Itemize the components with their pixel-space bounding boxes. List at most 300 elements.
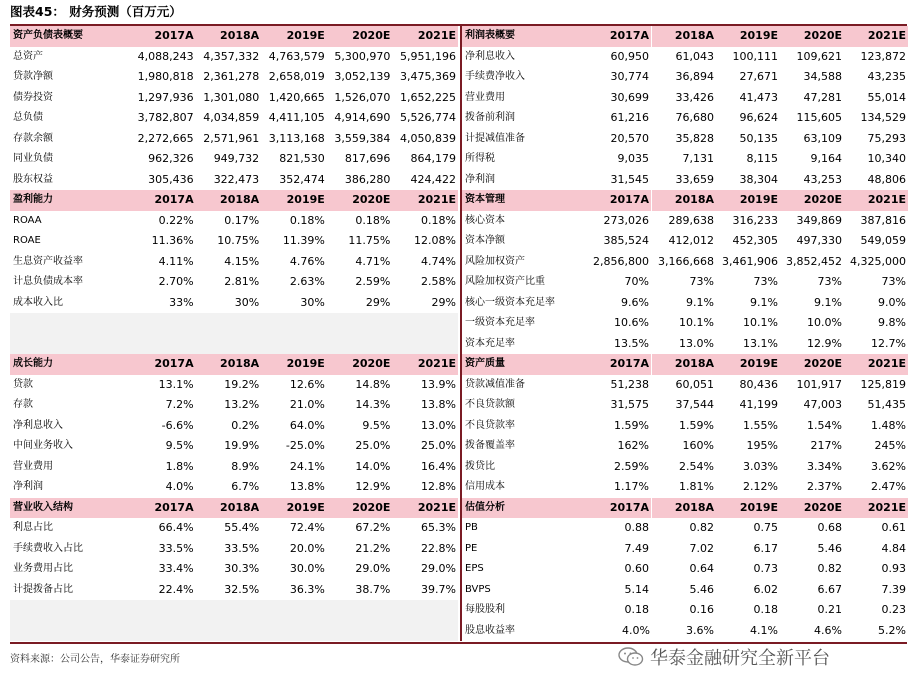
cell-value: 3.03%: [743, 459, 778, 473]
cell-value: [196, 334, 262, 355]
cell-value: 6.67: [817, 582, 842, 596]
table-row: [10, 170, 458, 191]
cell-value: 0.61: [881, 521, 906, 535]
cell-value: 162%: [617, 439, 649, 453]
cell-value: 2017A: [130, 190, 196, 211]
row-label: 贷款: [13, 378, 33, 390]
cell-value: 14.0%: [355, 459, 391, 473]
cell-value: 134,529: [860, 111, 906, 125]
cell-value: 3,852,452: [786, 254, 842, 268]
cell-value: 3,475,369: [400, 70, 456, 84]
table-row: [10, 375, 458, 396]
cell-value: 66.4%: [158, 521, 194, 535]
watermark: [618, 644, 830, 674]
cell-value: 3,559,384: [334, 131, 391, 145]
cell-value: 60,950: [610, 49, 649, 63]
cell-value: 109,621: [796, 49, 842, 63]
row-label: 同业负债: [13, 153, 53, 165]
cell-value: 96,624: [739, 111, 778, 125]
cell-value: 1.48%: [871, 418, 906, 432]
cell-value: 549,059: [860, 234, 906, 248]
cell-value: 12.9%: [807, 336, 842, 350]
cell-value: 8.9%: [231, 459, 260, 473]
cell-value: 33,426: [675, 90, 714, 104]
table-row: [10, 539, 458, 560]
table-row: [10, 477, 458, 498]
table-row: [10, 395, 458, 416]
cell-value: 29.0%: [421, 562, 456, 576]
cell-value: [196, 600, 262, 621]
cell-value: 25.0%: [421, 439, 456, 453]
cell-value: 0.18%: [289, 213, 325, 227]
cell-value: 7.02: [689, 541, 714, 555]
row-label: 一级资本充足率: [465, 317, 535, 329]
cell-value: 195%: [746, 439, 778, 453]
cell-value: 29%: [431, 295, 456, 309]
row-label: 估值分析: [461, 498, 588, 519]
cell-value: 2,856,800: [593, 254, 649, 268]
cell-value: 2.59%: [614, 459, 649, 473]
cell-value: 2019E: [716, 354, 780, 375]
cell-value: 51,238: [610, 377, 649, 391]
row-label: [10, 313, 130, 334]
section-header-row: [461, 190, 908, 211]
cell-value: 2021E: [392, 26, 458, 47]
cell-value: 9,164: [810, 152, 842, 166]
table-row: [10, 129, 458, 150]
cell-value: 4,325,000: [850, 254, 906, 268]
cell-value: 6.02: [753, 582, 778, 596]
wechat-icon: [618, 647, 644, 667]
cell-value: 2018A: [652, 354, 716, 375]
cell-value: 11.39%: [282, 234, 325, 248]
row-label: 债券投资: [13, 91, 53, 103]
row-label: 手续费收入占比: [13, 542, 83, 554]
cell-value: 55.4%: [224, 521, 260, 535]
cell-value: 3.6%: [686, 623, 714, 637]
cell-value: 30,774: [610, 70, 649, 84]
table-row: [461, 252, 908, 273]
row-label: [10, 600, 130, 621]
section-header-row: [10, 354, 458, 375]
cell-value: 5.14: [624, 582, 649, 596]
cell-value: 352,474: [279, 172, 325, 186]
cell-value: 14.8%: [355, 377, 391, 391]
cell-value: 115,605: [796, 111, 842, 125]
row-label: 核心一级资本充足率: [465, 296, 555, 308]
cell-value: 1,301,080: [203, 90, 260, 104]
cell-value: 34,588: [803, 70, 842, 84]
cell-value: 2017A: [130, 354, 196, 375]
cell-value: 273,026: [603, 213, 649, 227]
cell-value: 9,035: [617, 152, 649, 166]
cell-value: 13.0%: [421, 418, 456, 432]
cell-value: 38.7%: [355, 582, 391, 596]
cell-value: [327, 600, 393, 621]
section-header-row: [10, 26, 458, 47]
cell-value: 12.08%: [414, 234, 456, 248]
row-label: 资本充足率: [465, 337, 515, 349]
row-label: 贷款净额: [13, 71, 53, 83]
cell-value: 1.55%: [743, 418, 778, 432]
cell-value: 2018A: [196, 498, 262, 519]
table-row: [461, 457, 908, 478]
row-label: 每股股利: [465, 604, 505, 616]
cell-value: 1,420,665: [268, 90, 325, 104]
cell-value: 0.68: [817, 521, 842, 535]
cell-value: 387,816: [860, 213, 906, 227]
cell-value: 21.2%: [355, 541, 391, 555]
table-row: [10, 518, 458, 539]
cell-value: 3,461,906: [722, 254, 778, 268]
table-row: [461, 580, 908, 601]
cell-value: [130, 313, 196, 334]
cell-value: 20.0%: [289, 541, 325, 555]
cell-value: 2021E: [392, 190, 458, 211]
table-row: [461, 211, 908, 232]
cell-value: 1,980,818: [137, 70, 194, 84]
cell-value: 5,526,774: [400, 111, 456, 125]
cell-value: 289,638: [668, 213, 714, 227]
cell-value: [327, 313, 393, 334]
cell-value: 63,109: [803, 131, 842, 145]
row-label: 营业费用: [465, 91, 505, 103]
cell-value: 9.5%: [362, 418, 391, 432]
row-label: 存款: [13, 399, 33, 411]
cell-value: 2021E: [392, 498, 458, 519]
section-header-row: [461, 26, 908, 47]
cell-value: 4,034,859: [203, 111, 260, 125]
cell-value: 1.59%: [614, 418, 649, 432]
cell-value: 32.5%: [224, 582, 260, 596]
cell-value: 349,869: [796, 213, 842, 227]
cell-value: 949,732: [213, 152, 260, 166]
cell-value: 1,297,936: [137, 90, 194, 104]
cell-value: 4,914,690: [334, 111, 391, 125]
cell-value: 2021E: [844, 190, 908, 211]
row-label: 计息负债成本率: [13, 276, 83, 288]
watermark-text: 华泰金融研究全新平台: [650, 648, 830, 669]
table-row: [10, 108, 458, 129]
cell-value: [130, 600, 196, 621]
cell-value: 2018A: [652, 190, 716, 211]
cell-value: 43,235: [867, 70, 906, 84]
cell-value: 2020E: [327, 26, 393, 47]
cell-value: 6.7%: [231, 480, 260, 494]
cell-value: 962,326: [148, 152, 194, 166]
cell-value: [130, 621, 196, 642]
section-header-row: [461, 354, 908, 375]
table-row: [461, 67, 908, 88]
cell-value: 7.2%: [165, 398, 194, 412]
cell-value: 30%: [234, 295, 260, 309]
cell-value: 29.0%: [355, 562, 391, 576]
row-label: 拨备前利润: [465, 112, 515, 124]
cell-value: 497,330: [796, 234, 842, 248]
left-table: [10, 26, 458, 641]
row-label: 总资产: [13, 50, 43, 62]
cell-value: 3,052,139: [334, 70, 391, 84]
cell-value: 3,782,807: [137, 111, 194, 125]
cell-value: 43,253: [803, 172, 842, 186]
cell-value: 386,280: [344, 172, 391, 186]
table-row: [461, 334, 908, 355]
cell-value: 19.9%: [224, 439, 260, 453]
cell-value: 412,012: [668, 234, 714, 248]
cell-value: 13.5%: [614, 336, 649, 350]
row-label: 不良贷款额: [465, 399, 515, 411]
table-row: [461, 108, 908, 129]
cell-value: 0.2%: [231, 418, 260, 432]
cell-value: 4.15%: [224, 254, 260, 268]
cell-value: 22.8%: [421, 541, 456, 555]
cell-value: 4,088,243: [137, 49, 194, 63]
cell-value: 0.73: [753, 562, 778, 576]
cell-value: 0.82: [817, 562, 842, 576]
row-label: 资产质量: [461, 354, 588, 375]
cell-value: 13.0%: [679, 336, 714, 350]
cell-value: [196, 621, 262, 642]
cell-value: 2019E: [261, 354, 327, 375]
row-label: 资本净额: [465, 235, 505, 247]
cell-value: 1.59%: [679, 418, 714, 432]
cell-value: 0.18%: [421, 213, 456, 227]
cell-value: 5.2%: [878, 623, 906, 637]
cell-value: 0.23: [881, 603, 906, 617]
cell-value: 1,652,225: [400, 90, 456, 104]
cell-value: 2021E: [844, 498, 908, 519]
cell-value: 33.5%: [224, 541, 260, 555]
row-label: 资本管理: [461, 190, 588, 211]
cell-value: 9.1%: [814, 295, 842, 309]
cell-value: 0.75: [753, 521, 778, 535]
row-label: 信用成本: [465, 481, 505, 493]
row-label: 成本收入比: [13, 296, 63, 308]
cell-value: 2018A: [196, 354, 262, 375]
cell-value: 7.49: [624, 541, 649, 555]
cell-value: 2.37%: [807, 480, 842, 494]
cell-value: 75,293: [867, 131, 906, 145]
cell-value: 33.5%: [158, 541, 194, 555]
table-row: [461, 231, 908, 252]
cell-value: 4,411,105: [268, 111, 325, 125]
cell-value: 101,917: [796, 377, 842, 391]
page-title: 图表45： 财务预测（百万元）: [10, 4, 182, 19]
table-row: [10, 47, 458, 68]
cell-value: 12.6%: [289, 377, 325, 391]
cell-value: 1,526,070: [334, 90, 391, 104]
cell-value: 9.5%: [165, 439, 194, 453]
cell-value: 4.1%: [750, 623, 778, 637]
cell-value: 64.0%: [289, 418, 325, 432]
cell-value: 2020E: [780, 354, 844, 375]
cell-value: [130, 334, 196, 355]
table-row: [461, 539, 908, 560]
cell-value: 10.75%: [217, 234, 260, 248]
cell-value: 2.63%: [289, 275, 325, 289]
table-row: [10, 149, 458, 170]
cell-value: 0.18: [624, 603, 649, 617]
cell-value: 7,131: [682, 152, 714, 166]
table-row: [461, 129, 908, 150]
cell-value: 30.0%: [289, 562, 325, 576]
cell-value: 72.4%: [289, 521, 325, 535]
cell-value: 22.4%: [158, 582, 194, 596]
cell-value: 1.17%: [614, 480, 649, 494]
cell-value: 316,233: [732, 213, 778, 227]
cell-value: 4,050,839: [400, 131, 456, 145]
cell-value: [327, 334, 393, 355]
cell-value: 2021E: [844, 26, 908, 47]
row-label: 业务费用占比: [13, 563, 73, 575]
cell-value: 10.1%: [743, 316, 778, 330]
cell-value: 2.70%: [158, 275, 194, 289]
cell-value: 25.0%: [355, 439, 391, 453]
table-row: [461, 621, 908, 642]
row-label: 贷款减值准备: [465, 378, 525, 390]
row-label: 计提拨备占比: [13, 583, 73, 595]
cell-value: 2017A: [588, 26, 652, 47]
cell-value: 65.3%: [421, 521, 456, 535]
row-label: 拨贷比: [465, 460, 495, 472]
table-row: [10, 313, 458, 334]
row-label: 股东权益: [13, 173, 53, 185]
cell-value: 4,763,579: [268, 49, 325, 63]
cell-value: 9.0%: [878, 295, 906, 309]
cell-value: 12.8%: [421, 480, 456, 494]
cell-value: 5,300,970: [334, 49, 391, 63]
cell-value: 61,043: [675, 49, 714, 63]
cell-value: 31,545: [610, 172, 649, 186]
cell-value: 2019E: [261, 498, 327, 519]
table-row: [10, 436, 458, 457]
table-row: [461, 436, 908, 457]
cell-value: 3,166,668: [658, 254, 714, 268]
cell-value: 0.64: [689, 562, 714, 576]
cell-value: 9.6%: [621, 295, 649, 309]
cell-value: 30%: [300, 295, 325, 309]
cell-value: 4,357,332: [203, 49, 260, 63]
row-label: [10, 621, 130, 642]
cell-value: 1.81%: [679, 480, 714, 494]
cell-value: 3,113,168: [268, 131, 325, 145]
cell-value: 38,304: [739, 172, 778, 186]
cell-value: 1.8%: [165, 459, 194, 473]
cell-value: 39.7%: [421, 582, 456, 596]
cell-value: 817,696: [344, 152, 391, 166]
cell-value: 55,014: [867, 90, 906, 104]
cell-value: 9.1%: [750, 295, 778, 309]
row-label: 净利润: [13, 481, 43, 493]
section-header-row: [461, 498, 908, 519]
cell-value: 0.93: [881, 562, 906, 576]
cell-value: 2019E: [716, 190, 780, 211]
row-label: [10, 334, 130, 355]
table-row: [10, 457, 458, 478]
row-label: ROAE: [13, 235, 41, 247]
cell-value: 7.39: [881, 582, 906, 596]
cell-value: 9.1%: [686, 295, 714, 309]
cell-value: 2,571,961: [203, 131, 260, 145]
cell-value: 70%: [624, 275, 649, 289]
cell-value: [261, 621, 327, 642]
cell-value: 821,530: [279, 152, 325, 166]
cell-value: 0.16: [689, 603, 714, 617]
cell-value: -25.0%: [285, 439, 325, 453]
cell-value: 2019E: [261, 26, 327, 47]
cell-value: 2021E: [392, 354, 458, 375]
cell-value: 4.84: [881, 541, 906, 555]
cell-value: [196, 313, 262, 334]
row-label: 所得税: [465, 153, 495, 165]
cell-value: 2017A: [130, 26, 196, 47]
cell-value: 3.62%: [871, 459, 906, 473]
cell-value: 24.1%: [289, 459, 325, 473]
table-row: [461, 170, 908, 191]
cell-value: 27,671: [739, 70, 778, 84]
cell-value: [261, 334, 327, 355]
table-row: [10, 416, 458, 437]
cell-value: 2018A: [196, 26, 262, 47]
table-row: [10, 293, 458, 314]
cell-value: 2.12%: [743, 480, 778, 494]
cell-value: 41,199: [739, 398, 778, 412]
cell-value: 73%: [881, 275, 906, 289]
row-label: 利润表概要: [461, 26, 588, 47]
table-row: [10, 211, 458, 232]
cell-value: 245%: [874, 439, 906, 453]
row-label: 风险加权资产比重: [465, 276, 545, 288]
cell-value: 14.3%: [355, 398, 391, 412]
cell-value: 864,179: [410, 152, 456, 166]
cell-value: 2018A: [652, 26, 716, 47]
cell-value: [261, 600, 327, 621]
cell-value: 2.81%: [224, 275, 260, 289]
cell-value: 13.9%: [421, 377, 456, 391]
row-label: 生息资产收益率: [13, 255, 83, 267]
cell-value: -6.6%: [161, 418, 194, 432]
cell-value: 4.6%: [814, 623, 842, 637]
cell-value: 11.75%: [348, 234, 391, 248]
cell-value: 2019E: [716, 26, 780, 47]
cell-value: 3.34%: [807, 459, 842, 473]
row-label: 净利润: [465, 173, 495, 185]
cell-value: 37,544: [675, 398, 714, 412]
row-label: 盈利能力: [10, 190, 130, 211]
cell-value: 160%: [682, 439, 714, 453]
cell-value: 16.4%: [421, 459, 456, 473]
cell-value: 31,575: [610, 398, 649, 412]
cell-value: 0.60: [624, 562, 649, 576]
cell-value: 123,872: [860, 49, 906, 63]
table-row: [461, 88, 908, 109]
cell-value: 5,951,196: [400, 49, 456, 63]
cell-value: 33,659: [675, 172, 714, 186]
table-row: [10, 580, 458, 601]
table-row: [461, 416, 908, 437]
table-row: [10, 231, 458, 252]
cell-value: 0.21: [817, 603, 842, 617]
row-label: 拨备覆盖率: [465, 440, 515, 452]
cell-value: 2017A: [588, 190, 652, 211]
cell-value: 2018A: [652, 498, 716, 519]
cell-value: 385,524: [603, 234, 649, 248]
cell-value: [392, 600, 458, 621]
cell-value: 29%: [365, 295, 391, 309]
table-row: [461, 518, 908, 539]
cell-value: 2020E: [327, 354, 393, 375]
cell-value: 33.4%: [158, 562, 194, 576]
